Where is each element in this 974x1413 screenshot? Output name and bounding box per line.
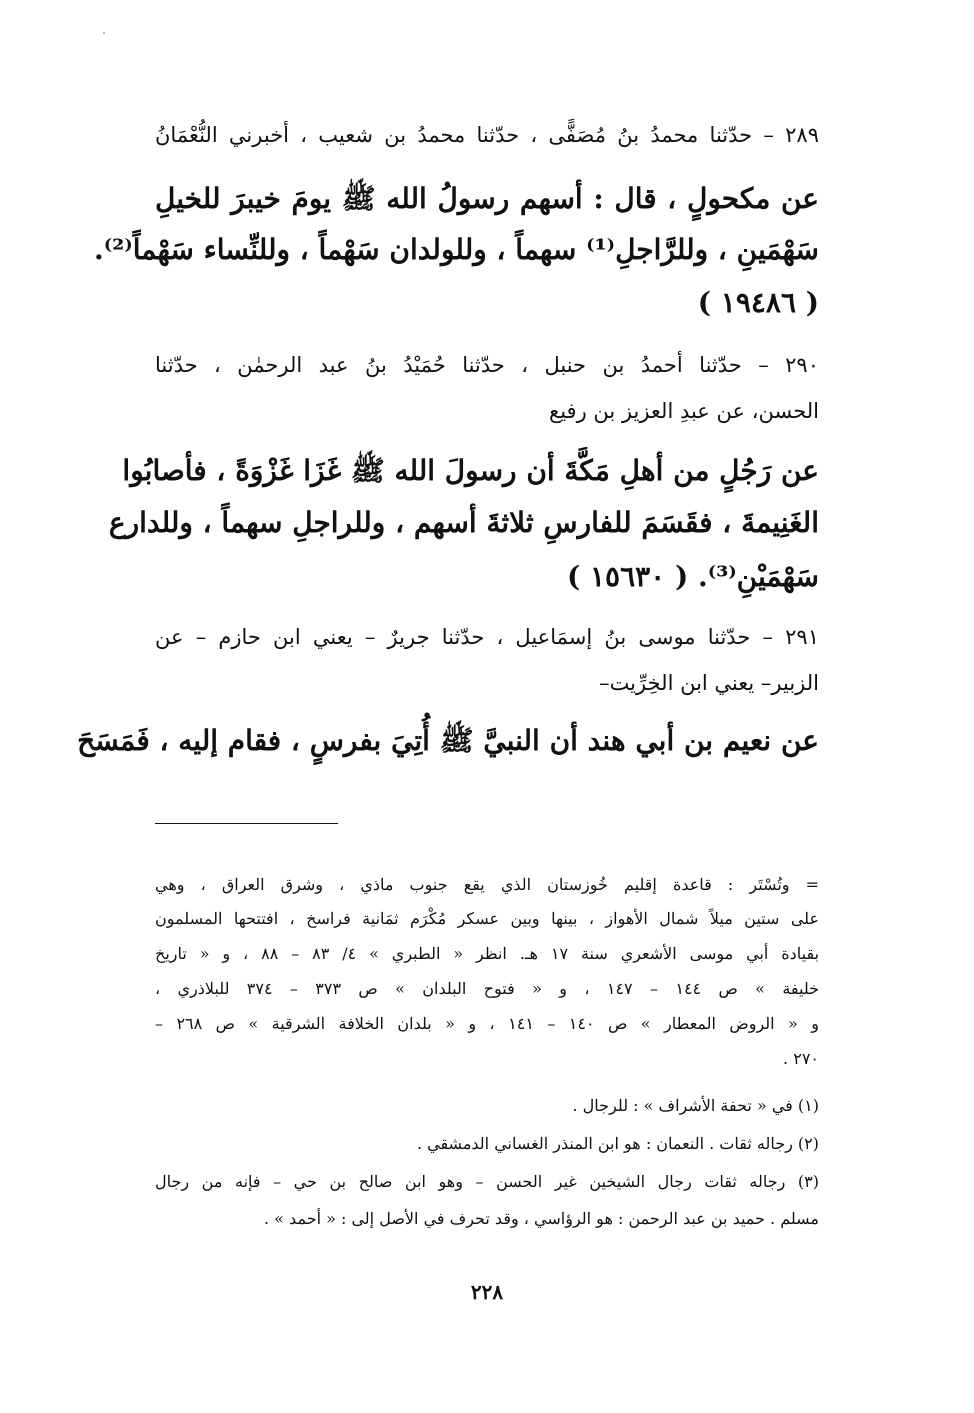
page-speck <box>103 32 105 34</box>
hadith-290-isnad-line-1: ٢٩٠ – حدّثنا أحمدُ بن حنبل ، حدّثنا حُمَيْدُ بنُ عبد الرحمٰن ، حدّثنا <box>155 353 819 377</box>
footnote-separator <box>155 823 338 824</box>
hadith-289-matn-line-2: سَهْمَينِ ، وللرَّاجلِ⁽¹⁾ سهماً ، وللولدان سَهْماً ، وللنِّساء سَهْماً⁽²⁾. <box>94 233 819 266</box>
footnote-continued-line-3: بقيادة أبي موسى الأشعري سنة ١٧ هـ. انظر « الطبري » ٤/ ٨٣ – ٨٨ ، و « تاريخ <box>155 944 820 963</box>
hadith-290-matn-line-1: عن رَجُلٍ من أهلِ مَكَّةَ أن رسولَ الله ﷺ غَزَا غَزْوَةً ، فأصابُوا <box>122 454 819 487</box>
hadith-291-isnad-line-1: ٢٩١ – حدّثنا موسى بنُ إسمَاعيل ، حدّثنا جريرٌ – يعني ابن حازم – عن <box>155 625 819 649</box>
footnote-2: (٢) رجاله ثقات . النعمان : هو ابن المنذر الغساني الدمشقي . <box>416 1134 819 1153</box>
hadith-291-isnad-line-2: الزبير– يعني ابن الخِرِّيت– <box>599 671 819 695</box>
footnote-continued-line-2: على ستين ميلاً شمال الأهواز ، بينها وبين عسكر مُكْرَم ثمَانية فراسخ ، افتتحها المسلمون <box>155 909 819 928</box>
footnote-continued-line-1: = وتُسْتَر : قاعدة إقليم خُوزستان الذي يقع جنوب ماذي ، وشرق العراق ، وهي <box>155 875 819 894</box>
hadith-290-matn-line-2: الغَنِيمةَ ، فقَسَمَ للفارسِ ثلاثةَ أسهم ، وللراجلِ سهماً ، وللدارع <box>108 506 819 539</box>
page-number: ٢٢٨ <box>470 1280 504 1304</box>
hadith-290-matn-line-3: سَهْمَيْنِ⁽³⁾. ( ١٥٦٣٠ ) <box>567 560 819 593</box>
footnote-continued-line-5: و « الروض المعطار » ص ١٤٠ – ١٤١ ، و « بلدان الخلافة الشرقية » ص ٢٦٨ – <box>155 1014 819 1033</box>
hadith-290-isnad-line-2: الحسن، عن عبدِ العزيز بن رفيع <box>549 399 819 423</box>
footnote-3-line-2: مسلم . حميد بن عبد الرحمن : هو الرؤاسي ، وقد تحرف في الأصل إلى : « أحمد » . <box>264 1209 819 1228</box>
hadith-289-reference: ( ١٩٤٨٦ ) <box>697 286 819 319</box>
hadith-291-matn-line-1: عن نعيم بن أبي هند أن النبيَّ ﷺ أُتِيَ بفرسٍ ، فقام إليه ، فَمَسَحَ <box>77 724 819 757</box>
footnote-1: (١) في « تحفة الأشراف » : للرجال . <box>572 1096 819 1115</box>
footnote-3-line-1: (٣) رجاله ثقات رجال الشيخين غير الحسن – وهو ابن صالح بن حي – فإنه من رجال <box>155 1172 819 1191</box>
footnote-continued-line-4: خليفة » ص ١٤٤ – ١٤٧ ، و « فتوح البلدان » ص ٣٧٣ – ٣٧٤ للبلاذري ، <box>155 979 820 998</box>
hadith-289-isnad-line-1: ٢٨٩ – حدّثنا محمدُ بنُ مُصَفًّى ، حدّثنا محمدُ بن شعيب ، أخبرني النُّعْمَانُ <box>155 123 819 147</box>
hadith-289-matn-line-1: عن مكحولٍ ، قال : أسهم رسولُ الله ﷺ يومَ خيبرَ للخيلِ <box>155 182 819 215</box>
footnote-continued-line-6: ٢٧٠ . <box>783 1049 819 1068</box>
